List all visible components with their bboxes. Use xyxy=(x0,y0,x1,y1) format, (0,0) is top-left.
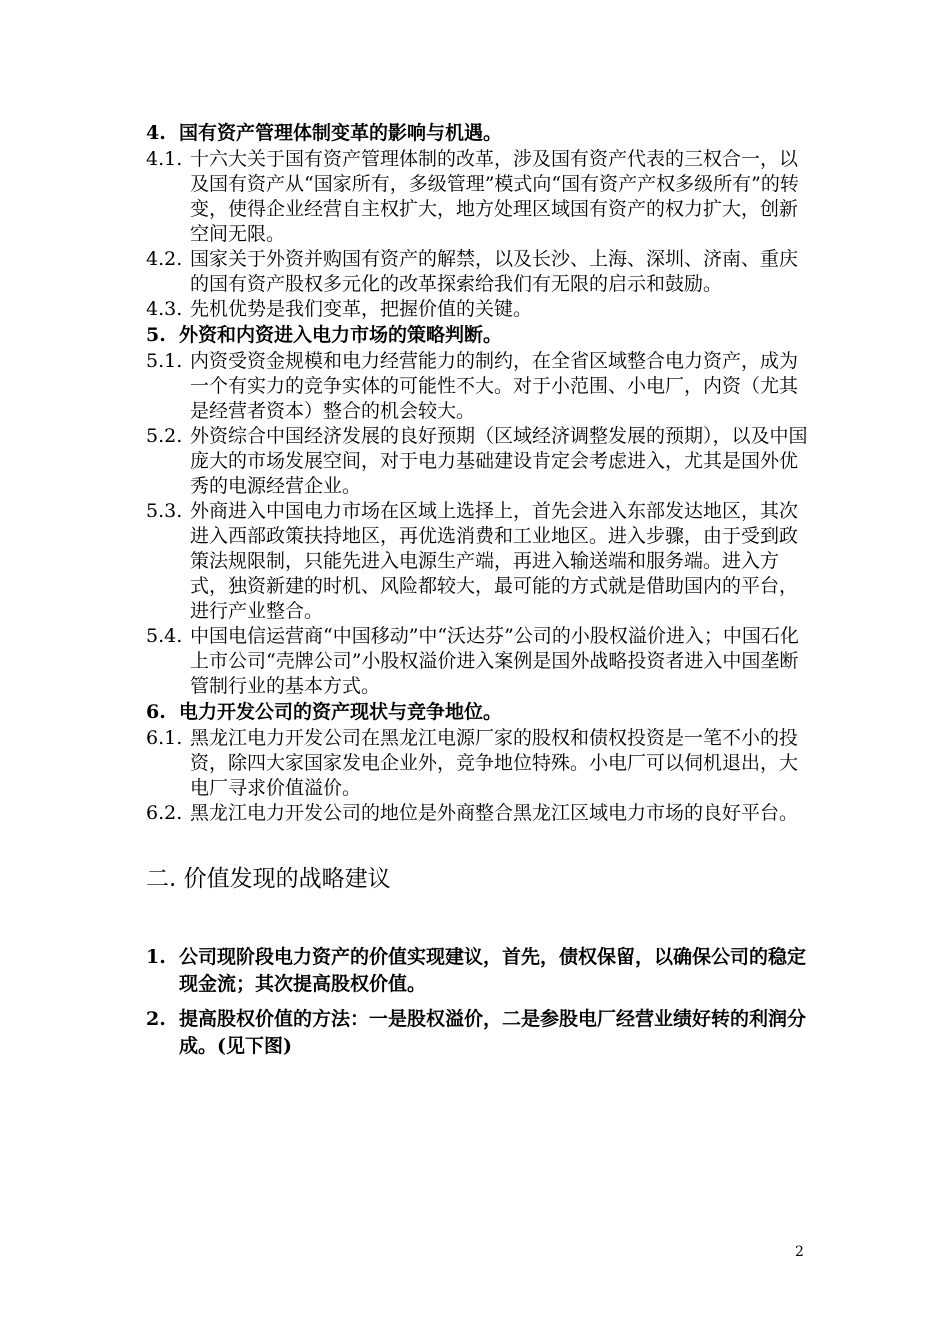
section-title: 电力开发公司的资产现状与竞争地位。 xyxy=(179,701,503,723)
item-number: 4.2. xyxy=(146,248,183,270)
item-text: 先机优势是我们变革，把握价值的关键。 xyxy=(190,298,533,320)
item-number: 5.3. xyxy=(146,500,183,522)
recommendation-item xyxy=(146,944,810,998)
recommendation-text: 提高股权价值的方法：一是股权溢价，二是参股电厂经营业绩好转的利润分成。(见下图) xyxy=(179,1008,807,1057)
list-item xyxy=(146,801,810,826)
item-text: 黑龙江电力开发公司在黑龙江电源厂家的股权和债权投资是一笔不小的投资，除四大家国家发电企业外，竞争地位特殊。小电厂可以伺机退出，大电厂寻求价值溢价。 xyxy=(190,727,799,799)
recommendation-item xyxy=(146,1006,810,1060)
section-number: 6. xyxy=(146,701,166,723)
item-text: 外商进入中国电力市场在区域上选择上，首先会进入东部发达地区，其次进入西部政策扶持地区，再优选消费和工业地区。进入步骤，由于受到政策法规限制，只能先进入电源生产端，再进入输送端和服务端。进入方式，独资新建的时机、风险都较大，最可能的方式就是借助国内的平台，进行产业整合。 xyxy=(190,500,799,622)
list-item xyxy=(146,349,810,424)
page-content xyxy=(146,120,810,1060)
item-text: 外资综合中国经济发展的良好预期（区域经济调整发展的预期），以及中国庞大的市场发展空间，对于电力基础建设肯定会考虑进入，尤其是国外优秀的电源经营企业。 xyxy=(190,425,808,497)
item-number: 4.1. xyxy=(146,148,183,170)
item-number: 6.2. xyxy=(146,802,183,824)
section-title: 国有资产管理体制变革的影响与机遇。 xyxy=(179,122,503,144)
item-text: 中国电信运营商“中国移动”中“沃达芬”公司的小股权溢价进入；中国石化上市公司“壳牌公司”小股权溢价进入案例是国外战略投资者进入中国垄断管制行业的基本方式。 xyxy=(190,625,799,697)
list-item xyxy=(146,726,810,801)
page-number: 2 xyxy=(795,1244,804,1260)
chapter-title: 二. 价值发现的战略建议 xyxy=(146,866,391,892)
recommendation-number: 2. xyxy=(146,1008,166,1030)
section-heading xyxy=(146,699,810,726)
section-number: 4. xyxy=(146,122,166,144)
section-heading xyxy=(146,120,810,147)
list-item xyxy=(146,147,810,247)
item-number: 5.4. xyxy=(146,625,183,647)
item-text: 十六大关于国有资产管理体制的改革，涉及国有资产代表的三权合一，以及国有资产从“国家所有，多级管理”模式向“国有资产产权多级所有”的转变，使得企业经营自主权扩大，地方处理区域国有资产的权力扩大，创新空间无限。 xyxy=(190,148,799,245)
item-number: 5.2. xyxy=(146,425,183,447)
item-number: 6.1. xyxy=(146,727,183,749)
list-item xyxy=(146,247,810,297)
section-number: 5. xyxy=(146,324,166,346)
item-text: 国家关于外资并购国有资产的解禁，以及长沙、上海、深圳、济南、重庆的国有资产股权多元化的改革探索给我们有无限的启示和鼓励。 xyxy=(190,248,799,295)
item-number: 5.1. xyxy=(146,350,183,372)
item-text: 内资受资金规模和电力经营能力的制约，在全省区域整合电力资产，成为一个有实力的竞争实体的可能性不大。对于小范围、小电厂，内资（尤其是经营者资本）整合的机会较大。 xyxy=(190,350,799,422)
list-item xyxy=(146,424,810,499)
section-heading xyxy=(146,322,810,349)
section-title: 外资和内资进入电力市场的策略判断。 xyxy=(179,324,503,346)
list-item xyxy=(146,297,810,322)
list-item xyxy=(146,499,810,624)
list-item xyxy=(146,624,810,699)
item-number: 4.3. xyxy=(146,298,183,320)
recommendation-number: 1. xyxy=(146,946,166,968)
recommendation-text: 公司现阶段电力资产的价值实现建议，首先，债权保留，以确保公司的稳定现金流；其次提高股权价值。 xyxy=(179,946,807,995)
item-text: 黑龙江电力开发公司的地位是外商整合黑龙江区域电力市场的良好平台。 xyxy=(190,802,799,824)
